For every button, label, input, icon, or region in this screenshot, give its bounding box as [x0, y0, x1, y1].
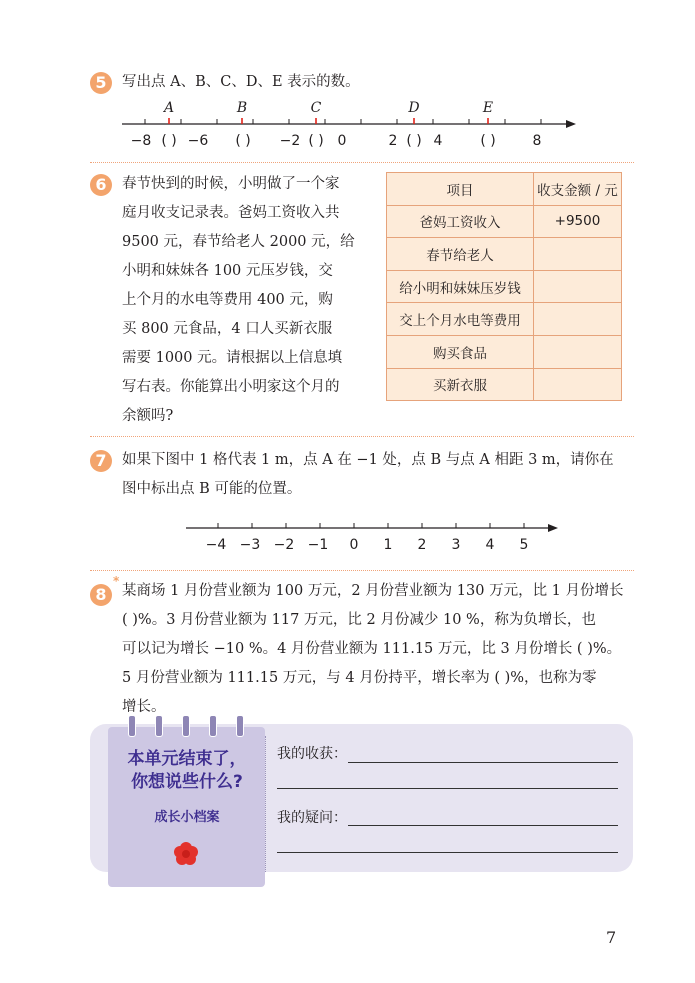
text-line: 庭月收支记录表。爸妈工资收入共 [122, 205, 340, 221]
question-8-line-3: 可以记为增长 −10 %。4 月份营业额为 111.15 万元，比 3 月份增长 ( )%。 [122, 641, 622, 657]
question-8-line-2: ( )%。3 月份营业额为 117 万元，比 2 月份减少 10 %，称为负增长，也 [122, 612, 596, 628]
row-item: 爸妈工资收入 [387, 205, 534, 238]
flower-icon [172, 840, 200, 868]
tick-label: 4 [485, 537, 495, 553]
binder-ring [182, 715, 190, 737]
binder-ring [155, 715, 163, 737]
section-divider [90, 570, 634, 571]
tick-label: −6 [187, 133, 209, 149]
gain-answer-line-2[interactable] [277, 788, 618, 789]
row-value[interactable] [534, 238, 622, 271]
blank-b[interactable]: ( ) [235, 133, 251, 149]
point-label-b: B [236, 100, 248, 116]
point-label-c: C [310, 100, 322, 116]
blank-e[interactable]: ( ) [480, 133, 496, 149]
optional-star: * [113, 574, 120, 588]
binder-ring [236, 715, 244, 737]
question-5-badge: 5 [90, 72, 112, 94]
table-row [387, 368, 622, 401]
table-row [387, 270, 622, 303]
tick-label: 8 [532, 133, 542, 149]
text-line: 写右表。你能算出小明家这个月的 [122, 379, 340, 395]
page-number: 7 [606, 928, 617, 947]
point-label-d: D [408, 100, 420, 116]
question-answer-line-2[interactable] [277, 852, 618, 853]
question-8-line-5: 增长。 [122, 699, 166, 715]
question-6-badge: 6 [90, 174, 112, 196]
point-label-a: A [163, 100, 175, 116]
question-8-line-1: 某商场 1 月份营业额为 100 万元，2 月份营业额为 130 万元，比 1 月份增长 [122, 583, 624, 599]
question-5-text: 写出点 A、B、C、D、E 表示的数。 [122, 74, 360, 90]
question-8-line-4: 5 月份营业额为 111.15 万元，与 4 月份持平，增长率为 ( )%，也称为零 [122, 670, 597, 686]
table-row [387, 335, 622, 368]
tick-label: −2 [279, 133, 301, 149]
blank-c[interactable]: ( ) [308, 133, 324, 149]
question-7-badge: 7 [90, 450, 112, 472]
tick-label: −4 [205, 537, 227, 553]
question-answer-line[interactable] [348, 825, 618, 826]
tick-label: −2 [273, 537, 295, 553]
blank-a[interactable]: ( ) [161, 133, 177, 149]
section-divider [90, 162, 634, 163]
tick-label: −3 [239, 537, 261, 553]
number-line-arrow [566, 120, 576, 128]
number-line-arrow [548, 524, 558, 532]
table-row [387, 303, 622, 336]
row-value[interactable] [534, 335, 622, 368]
section-divider [90, 436, 634, 437]
point-label-e: E [482, 100, 494, 116]
tick-label: −8 [130, 133, 152, 149]
number-line-ticks [145, 119, 541, 124]
text-line: 需要 1000 元。请根据以上信息填 [122, 350, 343, 366]
blank-d[interactable]: ( ) [406, 133, 422, 149]
income-expense-table [386, 172, 622, 401]
header-amount: 收支金额 / 元 [534, 173, 622, 206]
gain-label: 我的收获： [277, 746, 347, 762]
gain-answer-line[interactable] [348, 762, 618, 763]
card-divider [265, 736, 266, 872]
row-item: 春节给老人 [387, 238, 534, 271]
tick-label: 0 [337, 133, 347, 149]
number-line-ticks [218, 523, 524, 528]
tick-label: 2 [417, 537, 427, 553]
binder-ring [128, 715, 136, 737]
text-line: 买 800 元食品，4 口人买新衣服 [122, 321, 333, 337]
card-title-line-1: 本单元结束了， [127, 749, 247, 769]
row-value[interactable] [534, 270, 622, 303]
row-item: 买新衣服 [387, 368, 534, 401]
question-7-line-2: 图中标出点 B 可能的位置。 [122, 481, 302, 497]
text-line: 春节快到的时候，小明做了一个家 [122, 176, 340, 192]
row-value[interactable] [534, 303, 622, 336]
tick-label: 4 [433, 133, 443, 149]
text-line: 小明和妹妹各 100 元压岁钱，交 [122, 263, 333, 279]
card-title-line-2: 你想说些什么? [131, 772, 243, 792]
text-line: 9500 元，春节给老人 2000 元，给 [122, 234, 355, 250]
table-row [387, 205, 622, 238]
table-row [387, 238, 622, 271]
table-header [387, 173, 622, 206]
question-label: 我的疑问： [277, 810, 347, 826]
row-item: 给小明和妹妹压岁钱 [387, 270, 534, 303]
row-item: 交上个月水电等费用 [387, 303, 534, 336]
question-7-line-1: 如果下图中 1 格代表 1 m，点 A 在 −1 处，点 B 与点 A 相距 3 m，请你在 [122, 452, 614, 468]
row-value[interactable] [534, 368, 622, 401]
tick-label: −1 [307, 537, 329, 553]
card-subtitle: 成长小档案 [154, 810, 220, 825]
tick-label: 5 [519, 537, 529, 553]
text-line: 上个月的水电等费用 400 元，购 [122, 292, 333, 308]
header-item: 项目 [387, 173, 534, 206]
binder-ring [209, 715, 217, 737]
tick-label: 0 [349, 537, 359, 553]
text-line: 余额吗? [122, 408, 174, 424]
tick-label: 3 [451, 537, 461, 553]
question-8-badge: 8 [90, 584, 112, 606]
tick-label: 2 [388, 133, 398, 149]
tick-label: 1 [383, 537, 393, 553]
row-item: 购买食品 [387, 335, 534, 368]
row-value[interactable]: +9500 [534, 205, 622, 238]
